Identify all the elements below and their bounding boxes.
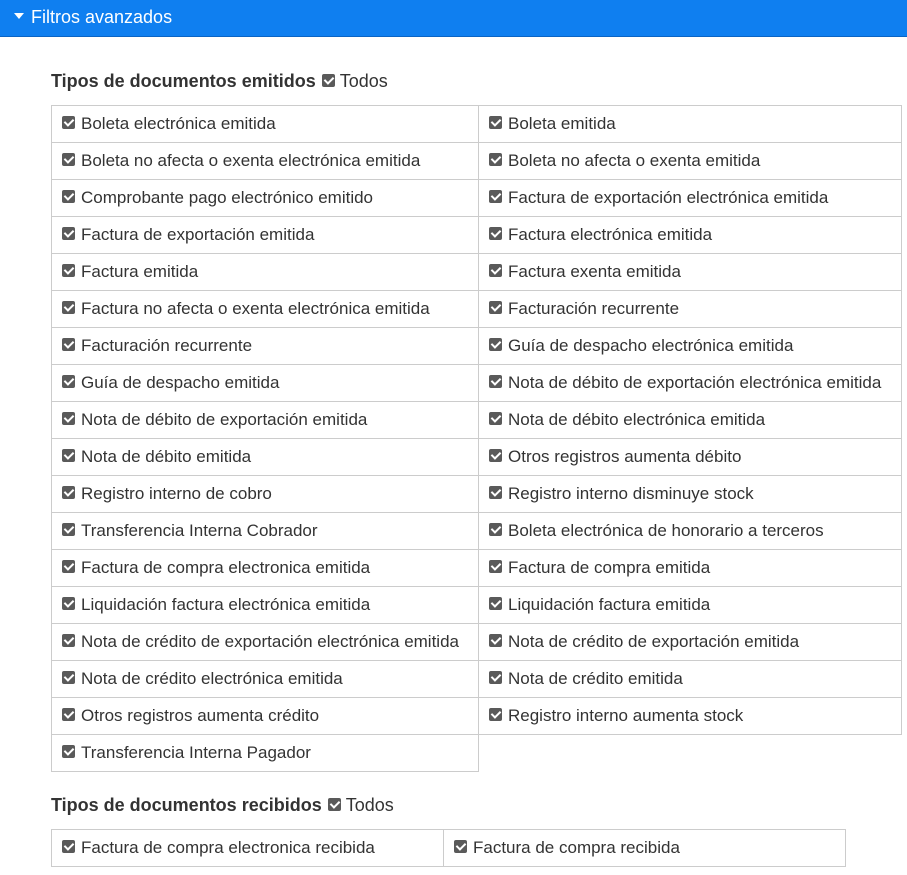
document-type-label: Boleta no afecta o exenta emitida <box>508 151 761 170</box>
document-type-checkbox[interactable] <box>489 671 502 684</box>
emitted-documents-heading <box>51 69 902 93</box>
document-type-label: Boleta electrónica de honorario a terceros <box>508 521 824 540</box>
document-type-label: Transferencia Interna Cobrador <box>81 521 318 540</box>
document-type-option[interactable] <box>52 624 479 661</box>
document-type-option[interactable] <box>479 624 902 661</box>
document-type-checkbox[interactable] <box>62 116 75 129</box>
document-type-option[interactable] <box>52 143 479 180</box>
emitted-documents-section <box>51 69 902 772</box>
document-type-checkbox[interactable] <box>489 449 502 462</box>
document-type-checkbox[interactable] <box>489 523 502 536</box>
document-type-label: Registro interno aumenta stock <box>508 706 744 725</box>
document-type-option[interactable] <box>479 587 902 624</box>
table-row <box>52 830 846 867</box>
document-type-checkbox[interactable] <box>489 116 502 129</box>
document-type-label: Factura de exportación electrónica emitida <box>508 188 829 207</box>
document-type-checkbox[interactable] <box>489 264 502 277</box>
received-documents-title: Tipos de documentos recibidos <box>51 795 322 815</box>
document-type-label: Factura exenta emitida <box>508 262 681 281</box>
document-type-checkbox[interactable] <box>62 338 75 351</box>
emitted-documents-title: Tipos de documentos emitidos <box>51 71 316 91</box>
table-row <box>52 735 902 772</box>
document-type-checkbox[interactable] <box>489 486 502 499</box>
received-select-all-label: Todos <box>345 795 394 815</box>
document-type-checkbox[interactable] <box>62 523 75 536</box>
document-type-option[interactable] <box>479 217 902 254</box>
document-type-label: Factura de compra electronica recibida <box>81 838 375 857</box>
document-type-label: Registro interno de cobro <box>81 484 272 503</box>
document-type-checkbox[interactable] <box>62 412 75 425</box>
document-type-checkbox[interactable] <box>62 190 75 203</box>
document-type-label: Nota de crédito de exportación electrónica emitida <box>81 632 459 651</box>
document-type-option[interactable] <box>479 698 902 735</box>
document-type-checkbox[interactable] <box>62 840 75 853</box>
document-type-label: Factura emitida <box>81 262 199 281</box>
received-documents-table <box>51 829 846 867</box>
document-type-checkbox[interactable] <box>62 560 75 573</box>
document-type-option[interactable] <box>52 698 479 735</box>
document-type-option[interactable] <box>52 180 479 217</box>
document-type-checkbox[interactable] <box>62 227 75 240</box>
table-row <box>52 106 902 143</box>
emitted-select-all-label: Todos <box>339 71 388 91</box>
document-type-label: Boleta no afecta o exenta electrónica emitida <box>81 151 421 170</box>
document-type-checkbox[interactable] <box>489 412 502 425</box>
document-type-option[interactable] <box>479 180 902 217</box>
document-type-checkbox[interactable] <box>62 671 75 684</box>
advanced-filters-title: Filtros avanzados <box>31 7 173 27</box>
document-type-label: Nota de crédito electrónica emitida <box>81 669 343 688</box>
document-type-option[interactable] <box>479 365 902 402</box>
document-type-checkbox[interactable] <box>62 301 75 314</box>
document-type-label: Factura de compra electronica emitida <box>81 558 371 577</box>
table-row <box>52 550 902 587</box>
document-type-checkbox[interactable] <box>489 597 502 610</box>
table-row <box>52 402 902 439</box>
document-type-option[interactable] <box>479 476 902 513</box>
document-type-label: Liquidación factura emitida <box>508 595 711 614</box>
document-type-option[interactable] <box>52 550 479 587</box>
document-type-label: Transferencia Interna Pagador <box>81 743 311 762</box>
received-select-all-checkbox[interactable] <box>328 798 341 811</box>
emitted-documents-table <box>51 105 902 772</box>
document-type-label: Nota de crédito emitida <box>508 669 683 688</box>
document-type-option[interactable] <box>52 735 479 772</box>
document-type-checkbox[interactable] <box>62 634 75 647</box>
document-type-option[interactable] <box>479 550 902 587</box>
document-type-option[interactable] <box>52 513 479 550</box>
table-row <box>52 587 902 624</box>
document-type-option[interactable] <box>479 328 902 365</box>
document-type-option[interactable] <box>479 661 902 698</box>
table-row <box>52 291 902 328</box>
document-type-option[interactable] <box>52 328 479 365</box>
document-type-option[interactable] <box>52 402 479 439</box>
received-documents-section <box>51 793 846 867</box>
table-row <box>52 180 902 217</box>
document-type-option[interactable] <box>479 513 902 550</box>
document-type-label: Factura electrónica emitida <box>508 225 713 244</box>
document-type-label: Nota de débito de exportación emitida <box>81 410 368 429</box>
table-row <box>52 476 902 513</box>
document-type-option[interactable] <box>479 291 902 328</box>
document-type-option[interactable] <box>52 291 479 328</box>
received-documents-heading <box>51 793 846 817</box>
document-type-label: Factura de exportación emitida <box>81 225 315 244</box>
document-type-option[interactable] <box>479 106 902 143</box>
document-type-option[interactable] <box>479 439 902 476</box>
document-type-checkbox[interactable] <box>489 634 502 647</box>
document-type-label: Boleta emitida <box>508 114 616 133</box>
table-row <box>52 513 902 550</box>
document-type-label: Registro interno disminuye stock <box>508 484 754 503</box>
table-row <box>52 217 902 254</box>
emitted-select-all-checkbox[interactable] <box>322 74 335 87</box>
document-type-option[interactable] <box>52 830 444 867</box>
document-type-label: Facturación recurrente <box>508 299 680 318</box>
caret-down-icon <box>14 13 24 19</box>
document-type-label: Guía de despacho electrónica emitida <box>508 336 794 355</box>
advanced-filters-toggle[interactable] <box>0 0 907 37</box>
document-type-label: Facturación recurrente <box>81 336 253 355</box>
document-type-label: Guía de despacho emitida <box>81 373 280 392</box>
document-type-checkbox[interactable] <box>489 190 502 203</box>
document-type-label: Nota de débito emitida <box>81 447 252 466</box>
document-type-checkbox[interactable] <box>62 375 75 388</box>
document-type-checkbox[interactable] <box>489 708 502 721</box>
document-type-label: Factura de compra recibida <box>473 838 680 857</box>
document-type-label: Boleta electrónica emitida <box>81 114 276 133</box>
document-type-option[interactable] <box>52 365 479 402</box>
document-type-option[interactable] <box>479 254 902 291</box>
table-row <box>52 365 902 402</box>
document-type-label: Factura no afecta o exenta electrónica emitida <box>81 299 430 318</box>
document-type-option[interactable] <box>52 439 479 476</box>
document-type-checkbox[interactable] <box>62 597 75 610</box>
table-row <box>52 698 902 735</box>
document-type-label: Nota de débito electrónica emitida <box>508 410 766 429</box>
document-type-checkbox[interactable] <box>489 560 502 573</box>
document-type-label: Otros registros aumenta débito <box>508 447 742 466</box>
document-type-option[interactable] <box>479 402 902 439</box>
document-type-option[interactable] <box>52 661 479 698</box>
document-type-label: Comprobante pago electrónico emitido <box>81 188 374 207</box>
document-type-checkbox[interactable] <box>489 227 502 240</box>
document-type-option[interactable] <box>52 587 479 624</box>
document-type-option[interactable] <box>479 143 902 180</box>
document-type-checkbox[interactable] <box>62 745 75 758</box>
document-type-checkbox[interactable] <box>62 264 75 277</box>
document-type-checkbox[interactable] <box>62 708 75 721</box>
document-type-checkbox[interactable] <box>62 486 75 499</box>
document-type-option[interactable] <box>52 476 479 513</box>
document-type-checkbox[interactable] <box>454 840 467 853</box>
document-type-label: Factura de compra emitida <box>508 558 711 577</box>
document-type-checkbox[interactable] <box>62 153 75 166</box>
document-type-checkbox[interactable] <box>62 449 75 462</box>
document-type-checkbox[interactable] <box>489 375 502 388</box>
document-type-checkbox[interactable] <box>489 153 502 166</box>
table-row <box>52 328 902 365</box>
document-type-label: Nota de crédito de exportación emitida <box>508 632 800 651</box>
document-type-label: Nota de débito de exportación electrónica emitida <box>508 373 882 392</box>
table-row <box>52 254 902 291</box>
document-type-label: Otros registros aumenta crédito <box>81 706 320 725</box>
empty-cell <box>479 735 902 772</box>
document-type-label: Liquidación factura electrónica emitida <box>81 595 371 614</box>
table-row <box>52 661 902 698</box>
table-row <box>52 624 902 661</box>
document-type-option[interactable] <box>444 830 846 867</box>
document-type-option[interactable] <box>52 217 479 254</box>
document-type-checkbox[interactable] <box>489 338 502 351</box>
document-type-option[interactable] <box>52 106 479 143</box>
table-row <box>52 143 902 180</box>
table-row <box>52 439 902 476</box>
document-type-option[interactable] <box>52 254 479 291</box>
document-type-checkbox[interactable] <box>489 301 502 314</box>
